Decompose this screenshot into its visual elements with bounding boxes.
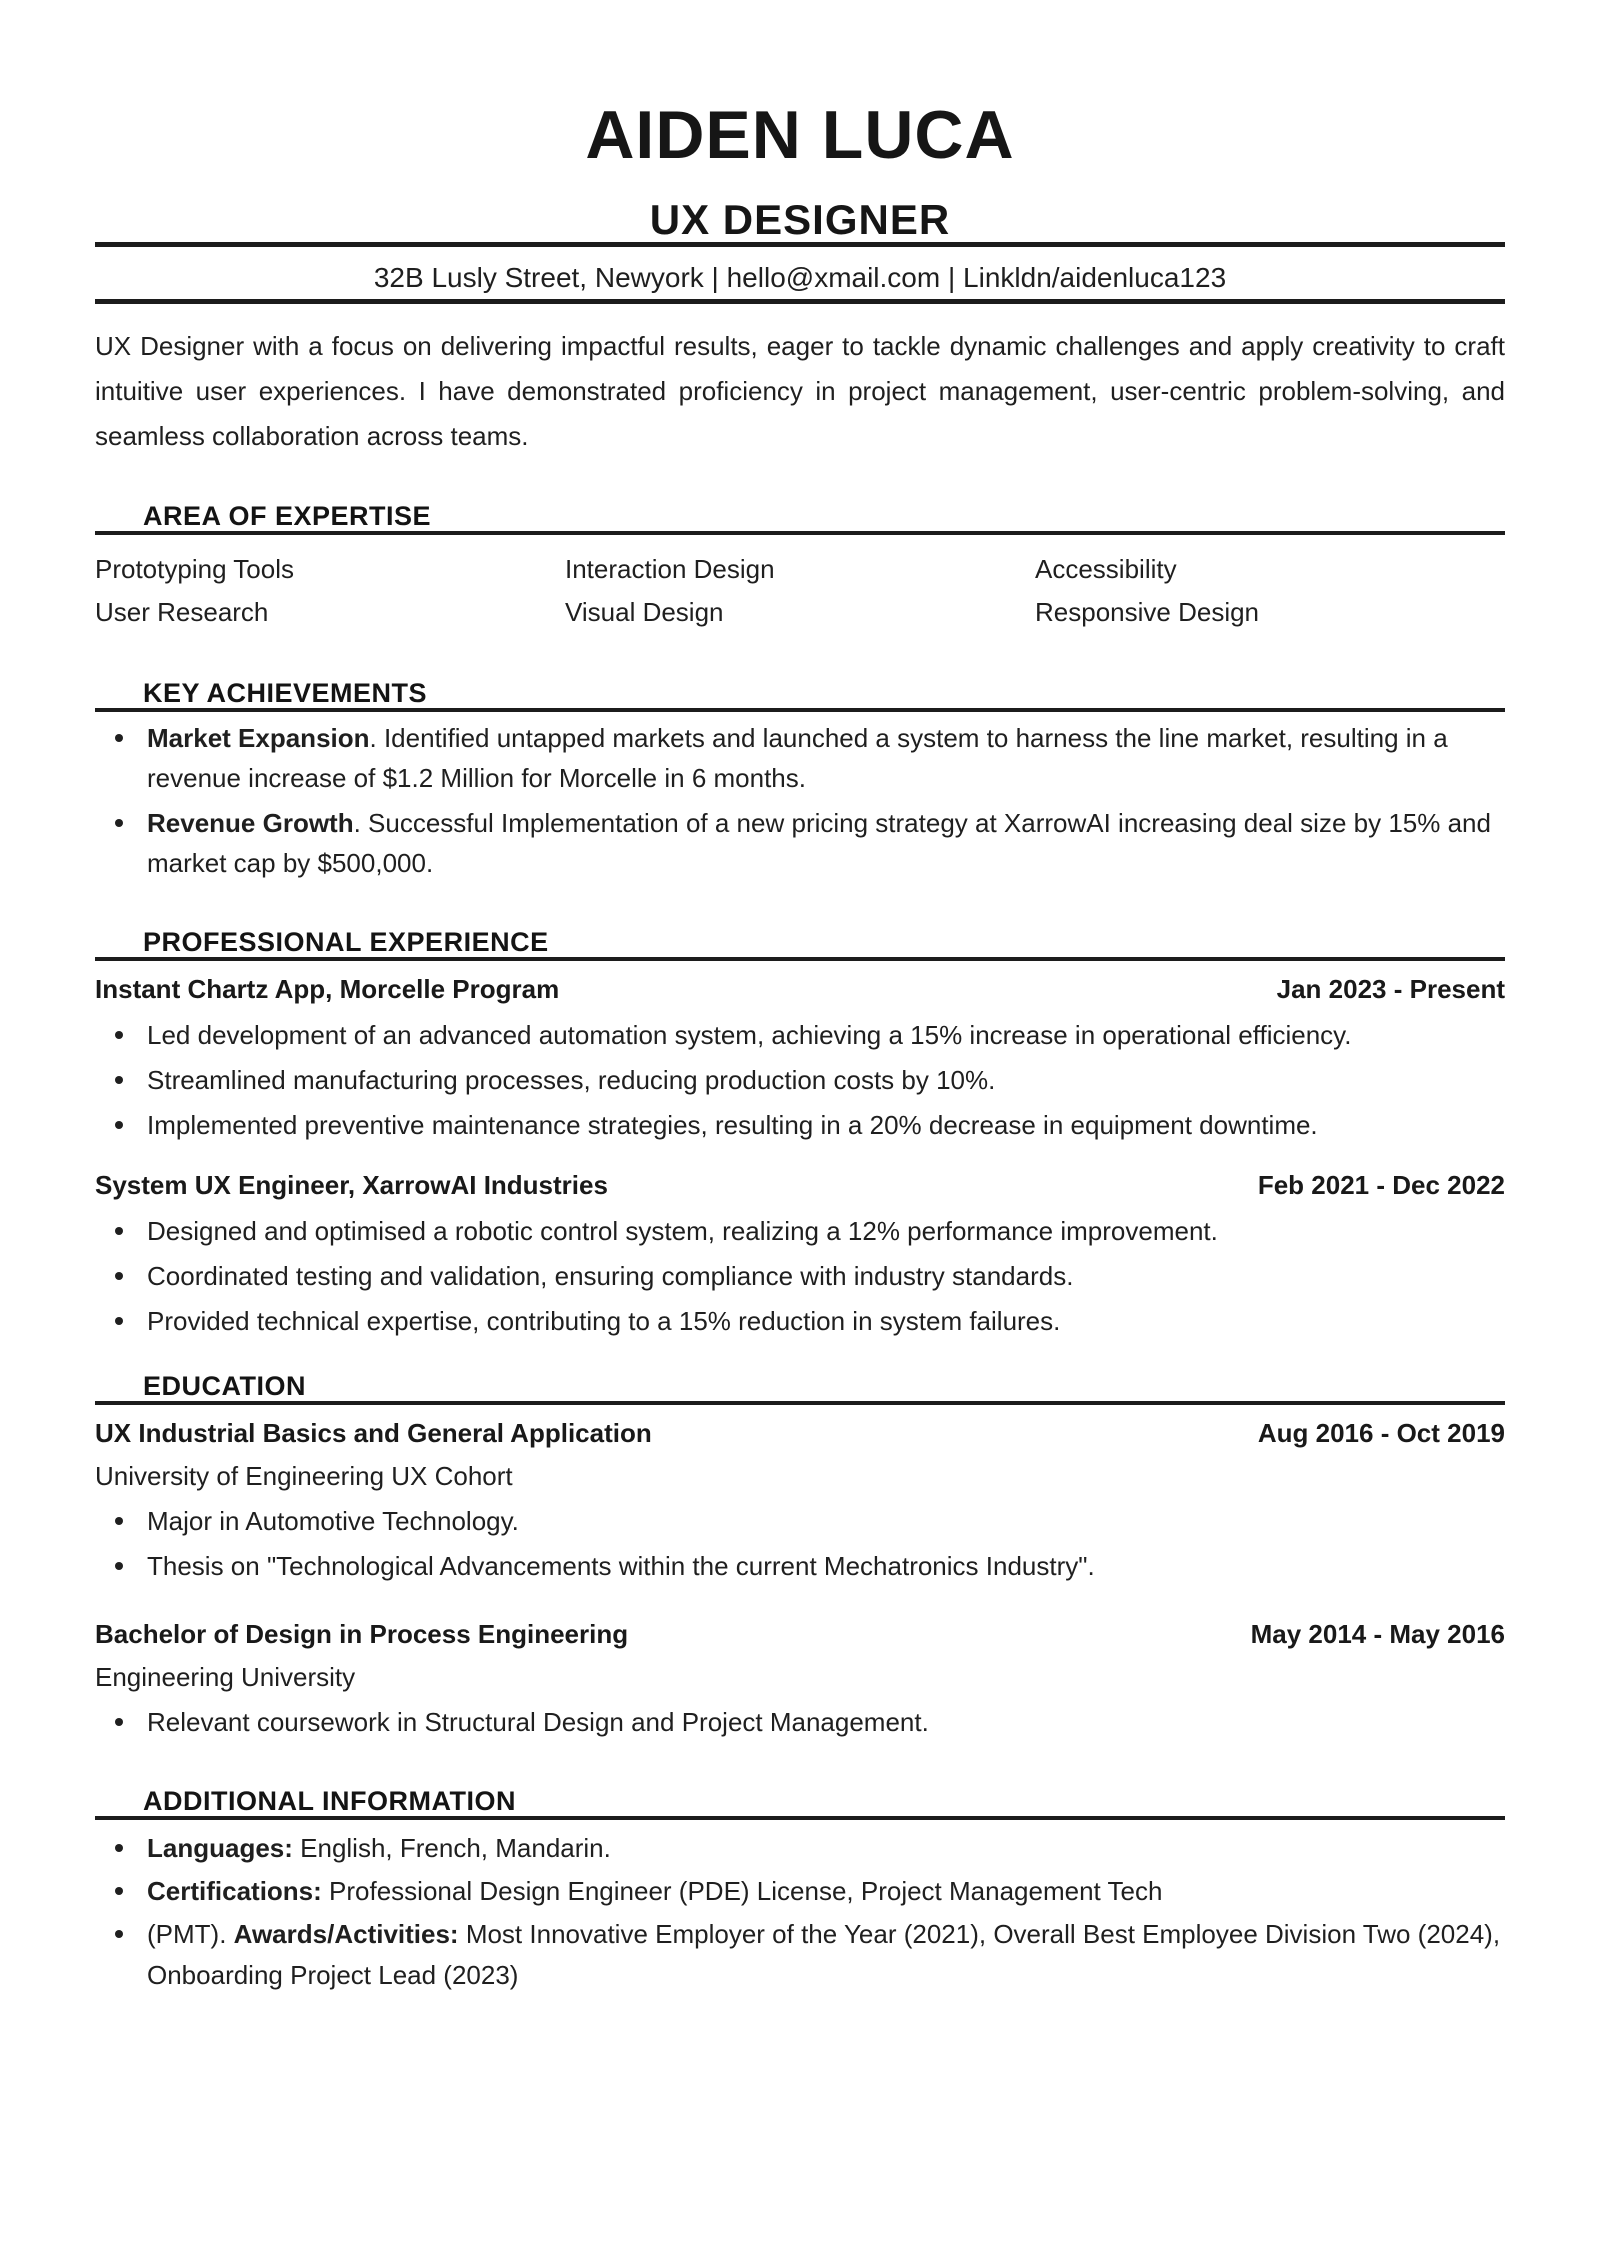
job-bullet: Provided technical expertise, contributing to a 15% reduction in system failures.: [95, 1301, 1505, 1341]
section-additional: [95, 1786, 1505, 1996]
education-heading: EDUCATION: [143, 1371, 306, 1401]
job-title: System UX Engineer, XarrowAI Industries: [95, 1170, 608, 1200]
achievements-heading: KEY ACHIEVEMENTS: [143, 678, 428, 708]
school-name: Engineering University: [95, 1662, 356, 1692]
achievement-item: [95, 718, 1505, 798]
expertise-item: Accessibility: [1035, 554, 1177, 584]
job-dates: Feb 2021 - Dec 2022: [1257, 1170, 1505, 1200]
education-bullet: Major in Automotive Technology.: [95, 1501, 1505, 1541]
additional-item: [95, 1828, 1505, 1869]
expertise-heading: AREA OF EXPERTISE: [143, 501, 432, 531]
expertise-item: Prototyping Tools: [95, 554, 294, 584]
additional-label: Awards/Activities:: [233, 1919, 459, 1949]
additional-text: English, French, Mandarin.: [292, 1833, 611, 1863]
job-entry: [95, 969, 1505, 1145]
education-header: [95, 1614, 1505, 1654]
job-bullet-list: [95, 1211, 1505, 1341]
expertise-item: Visual Design: [565, 597, 724, 627]
achievements-list: [95, 718, 1505, 883]
education-entry: [95, 1413, 1505, 1586]
expertise-divider: [95, 531, 1505, 535]
additional-item: [95, 1914, 1505, 1996]
degree-title: UX Industrial Basics and General Application: [95, 1418, 652, 1448]
experience-heading: PROFESSIONAL EXPERIENCE: [143, 927, 549, 957]
additional-text: Most Innovative Employer of the Year (2021), Overall Best Employee Division Two (2024), Onboarding Project Lead (2023): [147, 1919, 1501, 1990]
education-header: [95, 1413, 1505, 1453]
candidate-title: UX DESIGNER: [649, 196, 951, 243]
summary-paragraph: UX Designer with a focus on delivering impactful results, eager to tackle dynamic challenges and apply creativity to craft intuitive user experiences. I have demonstrated proficiency in project management, user-centric problem-solving, and seamless collaboration across teams.: [95, 331, 1505, 451]
additional-text: Professional Design Engineer (PDE) License, Project Management Tech: [321, 1876, 1163, 1906]
additional-item: [95, 1871, 1505, 1912]
expertise-item: User Research: [95, 597, 269, 627]
education-dates: May 2014 - May 2016: [1250, 1619, 1505, 1649]
expertise-grid: [95, 548, 1505, 634]
additional-heading: ADDITIONAL INFORMATION: [143, 1786, 516, 1816]
job-title: Instant Chartz App, Morcelle Program: [95, 974, 560, 1004]
experience-divider: [95, 957, 1505, 961]
additional-prefix: (PMT).: [147, 1919, 234, 1949]
job-header: [95, 969, 1505, 1009]
achievements-divider: [95, 708, 1505, 712]
additional-label: Languages:: [147, 1833, 293, 1863]
section-experience: [95, 927, 1505, 1341]
education-divider: [95, 1401, 1505, 1405]
contact-line: 32B Lusly Street, Newyork | hello@xmail.com | Linkldn/aidenluca123: [373, 262, 1227, 293]
section-expertise: [95, 501, 1505, 634]
expertise-item: Interaction Design: [565, 554, 775, 584]
school-name: University of Engineering UX Cohort: [95, 1461, 513, 1491]
additional-divider: [95, 1816, 1505, 1820]
achievement-label: Market Expansion: [147, 723, 370, 753]
job-entry: [95, 1165, 1505, 1341]
education-bullet-list: [95, 1702, 1505, 1742]
job-bullet: Designed and optimised a robotic control system, realizing a 12% performance improvement.: [95, 1211, 1505, 1251]
resume-header: [95, 97, 1505, 459]
education-bullet-list: [95, 1501, 1505, 1586]
job-dates: Jan 2023 - Present: [1276, 974, 1505, 1004]
degree-title: Bachelor of Design in Process Engineering: [95, 1619, 629, 1649]
achievement-item: [95, 803, 1505, 883]
section-achievements: [95, 678, 1505, 883]
divider-below-contact: [95, 299, 1505, 304]
job-bullet-list: [95, 1015, 1505, 1145]
additional-list: [95, 1828, 1505, 1996]
achievement-label: Revenue Growth: [147, 808, 354, 838]
job-header: [95, 1165, 1505, 1205]
job-bullet: Implemented preventive maintenance strategies, resulting in a 20% decrease in equipment downtime.: [95, 1105, 1505, 1145]
achievement-text: . Identified untapped markets and launched a system to harness the line market, resulting in a revenue increase of $1.2 Million for Morcelle in 6 months.: [147, 723, 1448, 793]
candidate-name: AIDEN LUCA: [585, 97, 1015, 173]
education-bullet: Thesis on "Technological Advancements within the current Mechatronics Industry".: [95, 1546, 1505, 1586]
education-entry: [95, 1614, 1505, 1742]
job-bullet: Led development of an advanced automation system, achieving a 15% increase in operational efficiency.: [95, 1015, 1505, 1055]
section-education: [95, 1371, 1505, 1742]
expertise-item: Responsive Design: [1035, 597, 1260, 627]
education-dates: Aug 2016 - Oct 2019: [1257, 1418, 1505, 1448]
achievement-text: . Successful Implementation of a new pricing strategy at XarrowAI increasing deal size by 15% and market cap by $500,000.: [147, 808, 1491, 878]
education-bullet: Relevant coursework in Structural Design and Project Management.: [95, 1702, 1505, 1742]
additional-label: Certifications:: [147, 1876, 322, 1906]
job-bullet: Streamlined manufacturing processes, reducing production costs by 10%.: [95, 1060, 1505, 1100]
job-bullet: Coordinated testing and validation, ensuring compliance with industry standards.: [95, 1256, 1505, 1296]
